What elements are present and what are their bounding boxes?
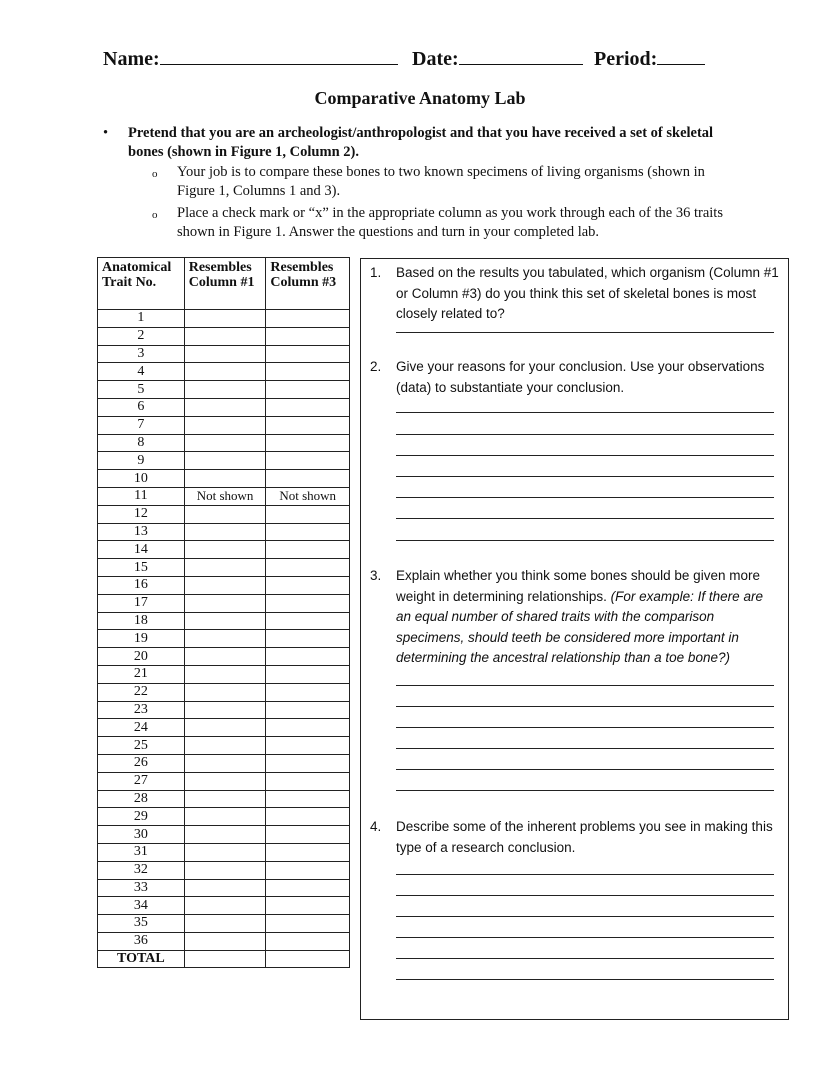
instruction-sub-2: Place a check mark or “x” in the appropriate column as you work through each of the 36 traits shown in Figure 1. Answer the questions and turn in your completed lab. <box>177 205 723 240</box>
column-1-cell[interactable] <box>184 861 266 879</box>
table-row <box>98 398 350 416</box>
trait-number: 23 <box>98 701 185 719</box>
column-1-cell[interactable] <box>184 790 266 808</box>
question-4 <box>370 817 780 858</box>
trait-number: 24 <box>98 719 185 737</box>
question-number: 2. <box>370 359 382 374</box>
table-row <box>98 559 350 577</box>
trait-number: 34 <box>98 897 185 915</box>
column-1-cell[interactable] <box>184 737 266 755</box>
trait-number: 14 <box>98 541 185 559</box>
column-3-cell[interactable] <box>266 434 350 452</box>
answer-line[interactable] <box>396 332 774 333</box>
table-row <box>98 363 350 381</box>
trait-number: 10 <box>98 470 185 488</box>
table-row <box>98 505 350 523</box>
trait-number: 20 <box>98 648 185 666</box>
trait-number: 22 <box>98 683 185 701</box>
trait-number: 17 <box>98 594 185 612</box>
table-row <box>98 594 350 612</box>
column-3-cell[interactable] <box>266 772 350 790</box>
column-3-cell[interactable] <box>266 648 350 666</box>
answer-line[interactable] <box>396 540 774 541</box>
column-1-cell[interactable] <box>184 434 266 452</box>
answer-line[interactable] <box>396 916 774 917</box>
table-row <box>98 434 350 452</box>
column-1-cell[interactable] <box>184 879 266 897</box>
answer-line[interactable] <box>396 685 774 686</box>
answer-line[interactable] <box>396 706 774 707</box>
question-3 <box>370 566 780 669</box>
table-row <box>98 523 350 541</box>
trait-number: 32 <box>98 861 185 879</box>
question-text: Explain whether you think some bones should be given more weight in determining relationships. <box>396 568 760 604</box>
column-1-cell[interactable] <box>184 576 266 594</box>
question-1 <box>370 263 780 325</box>
name-label: Name: <box>103 48 160 70</box>
table-row <box>98 897 350 915</box>
column-3-cell[interactable] <box>266 576 350 594</box>
column-3-cell[interactable] <box>266 345 350 363</box>
date-field[interactable] <box>412 46 583 71</box>
column-3-cell[interactable] <box>266 915 350 933</box>
trait-number: 3 <box>98 345 185 363</box>
column-3-cell[interactable] <box>266 505 350 523</box>
header-trait-no: Anatomical Trait No. <box>98 258 185 310</box>
question-text: Describe some of the inherent problems you see in making this type of a research conclusion. <box>396 819 773 855</box>
table-row <box>98 932 350 950</box>
question-text: Give your reasons for your conclusion. Use your observations (data) to substantiate your conclusion. <box>396 359 765 395</box>
table-row <box>98 754 350 772</box>
total-label: TOTAL <box>98 950 185 968</box>
column-3-cell[interactable] <box>266 310 350 328</box>
trait-number: 26 <box>98 754 185 772</box>
header-column-1: Resembles Column #1 <box>184 258 266 310</box>
trait-number: 1 <box>98 310 185 328</box>
column-1-cell[interactable] <box>184 826 266 844</box>
column-3-cell[interactable] <box>266 594 350 612</box>
column-1-cell[interactable] <box>184 612 266 630</box>
table-row <box>98 612 350 630</box>
answer-line[interactable] <box>396 727 774 728</box>
answer-line[interactable] <box>396 455 774 456</box>
table-row <box>98 701 350 719</box>
column-1-cell[interactable] <box>184 772 266 790</box>
table-row <box>98 683 350 701</box>
sub-bullet-icon: o <box>152 168 158 180</box>
column-1-cell[interactable] <box>184 470 266 488</box>
table-row <box>98 630 350 648</box>
trait-number: 35 <box>98 915 185 933</box>
table-row <box>98 327 350 345</box>
column-1-cell[interactable] <box>184 630 266 648</box>
column-1-cell[interactable] <box>184 398 266 416</box>
trait-number: 36 <box>98 932 185 950</box>
column-1-cell[interactable] <box>184 541 266 559</box>
column-1-cell[interactable] <box>184 381 266 399</box>
table-row <box>98 879 350 897</box>
column-3-cell[interactable] <box>266 416 350 434</box>
question-2 <box>370 357 780 398</box>
column-3-cell[interactable] <box>266 701 350 719</box>
column-1-cell[interactable] <box>184 523 266 541</box>
column-1-cell[interactable] <box>184 594 266 612</box>
column-3-cell[interactable] <box>266 363 350 381</box>
answer-line[interactable] <box>396 958 774 959</box>
question-text: Based on the results you tabulated, which organism (Column #1 or Column #3) do you think this set of skeletal bones is most closely related to? <box>396 265 779 321</box>
trait-number: 2 <box>98 327 185 345</box>
table-row <box>98 310 350 328</box>
trait-number: 15 <box>98 559 185 577</box>
column-3-cell[interactable] <box>266 630 350 648</box>
question-number: 3. <box>370 568 382 583</box>
trait-number: 28 <box>98 790 185 808</box>
answer-line[interactable] <box>396 434 774 435</box>
table-row <box>98 470 350 488</box>
table-row <box>98 487 350 505</box>
column-1-cell[interactable] <box>184 897 266 915</box>
table-row <box>98 843 350 861</box>
column-1-cell[interactable] <box>184 363 266 381</box>
answer-line[interactable] <box>396 979 774 980</box>
trait-number: 12 <box>98 505 185 523</box>
table-row <box>98 452 350 470</box>
question-number: 4. <box>370 819 382 834</box>
trait-number: 27 <box>98 772 185 790</box>
answer-line[interactable] <box>396 790 774 791</box>
column-1-cell[interactable]: Not shown <box>184 487 266 505</box>
trait-number: 21 <box>98 665 185 683</box>
answer-line[interactable] <box>396 937 774 938</box>
date-label: Date: <box>412 48 459 70</box>
table-row <box>98 808 350 826</box>
table-row <box>98 648 350 666</box>
table-row <box>98 737 350 755</box>
table-row <box>98 381 350 399</box>
table-row <box>98 790 350 808</box>
trait-number: 31 <box>98 843 185 861</box>
table-row <box>98 576 350 594</box>
trait-number: 16 <box>98 576 185 594</box>
column-3-cell[interactable] <box>266 523 350 541</box>
column-1-cell[interactable] <box>184 719 266 737</box>
column-3-cell[interactable]: Not shown <box>266 487 350 505</box>
trait-number: 9 <box>98 452 185 470</box>
column-1-cell[interactable] <box>184 327 266 345</box>
table-row <box>98 416 350 434</box>
column-3-cell[interactable] <box>266 843 350 861</box>
column-3-cell[interactable] <box>266 932 350 950</box>
question-number: 1. <box>370 265 382 280</box>
table-row <box>98 861 350 879</box>
name-field[interactable] <box>103 46 398 71</box>
trait-number: 29 <box>98 808 185 826</box>
column-3-cell[interactable] <box>266 665 350 683</box>
page-title: Comparative Anatomy Lab <box>314 88 526 108</box>
trait-number: 33 <box>98 879 185 897</box>
table-row <box>98 915 350 933</box>
column-3-cell[interactable] <box>266 897 350 915</box>
bullet-icon: • <box>103 125 109 141</box>
column-3-cell[interactable] <box>266 683 350 701</box>
column-3-cell[interactable] <box>266 452 350 470</box>
column-3-cell[interactable] <box>266 826 350 844</box>
traits-table <box>97 257 350 968</box>
column-1-cell[interactable] <box>184 648 266 666</box>
column-3-cell[interactable] <box>266 737 350 755</box>
column-1-cell[interactable] <box>184 701 266 719</box>
table-row <box>98 772 350 790</box>
table-row <box>98 665 350 683</box>
sub-bullet-icon: o <box>152 209 158 221</box>
answer-line[interactable] <box>396 895 774 896</box>
period-field[interactable] <box>594 46 705 71</box>
total-column-3[interactable] <box>266 950 350 968</box>
instruction-sub-1: Your job is to compare these bones to two known specimens of living organisms (shown in Figure 1, Columns 1 and 3). <box>177 164 705 199</box>
header-column-3: Resembles Column #3 <box>266 258 350 310</box>
question-example: (For example: If there are an equal number of shared traits with the comparison specimens, should teeth be considered more important in determining the ancestral relationship than a toe bone?) <box>396 588 763 665</box>
trait-number: 18 <box>98 612 185 630</box>
column-1-cell[interactable] <box>184 843 266 861</box>
column-3-cell[interactable] <box>266 559 350 577</box>
column-3-cell[interactable] <box>266 612 350 630</box>
table-row <box>98 826 350 844</box>
column-3-cell[interactable] <box>266 541 350 559</box>
column-1-cell[interactable] <box>184 754 266 772</box>
trait-number: 19 <box>98 630 185 648</box>
column-3-cell[interactable] <box>266 861 350 879</box>
column-3-cell[interactable] <box>266 381 350 399</box>
column-3-cell[interactable] <box>266 808 350 826</box>
column-1-cell[interactable] <box>184 416 266 434</box>
column-1-cell[interactable] <box>184 559 266 577</box>
trait-number: 30 <box>98 826 185 844</box>
period-label: Period: <box>594 48 658 70</box>
answer-line[interactable] <box>396 476 774 477</box>
table-row <box>98 541 350 559</box>
trait-number: 8 <box>98 434 185 452</box>
total-column-1[interactable] <box>184 950 266 968</box>
column-1-cell[interactable] <box>184 310 266 328</box>
instruction-main: Pretend that you are an archeologist/anthropologist and that you have received a set of skeletal bones (shown in Figure 1, Column 2). <box>128 125 714 160</box>
answer-line[interactable] <box>396 769 774 770</box>
column-3-cell[interactable] <box>266 327 350 345</box>
column-1-cell[interactable] <box>184 808 266 826</box>
trait-number: 7 <box>98 416 185 434</box>
column-3-cell[interactable] <box>266 790 350 808</box>
column-1-cell[interactable] <box>184 452 266 470</box>
answer-line[interactable] <box>396 748 774 749</box>
table-row <box>98 719 350 737</box>
column-1-cell[interactable] <box>184 683 266 701</box>
answer-line[interactable] <box>396 497 774 498</box>
column-3-cell[interactable] <box>266 470 350 488</box>
column-3-cell[interactable] <box>266 879 350 897</box>
table-row <box>98 345 350 363</box>
column-1-cell[interactable] <box>184 915 266 933</box>
column-1-cell[interactable] <box>184 932 266 950</box>
answer-line[interactable] <box>396 874 774 875</box>
column-1-cell[interactable] <box>184 345 266 363</box>
trait-number: 5 <box>98 381 185 399</box>
column-1-cell[interactable] <box>184 505 266 523</box>
column-1-cell[interactable] <box>184 665 266 683</box>
answer-line[interactable] <box>396 412 774 413</box>
trait-number: 6 <box>98 398 185 416</box>
column-3-cell[interactable] <box>266 754 350 772</box>
trait-number: 11 <box>98 487 185 505</box>
column-3-cell[interactable] <box>266 719 350 737</box>
trait-number: 4 <box>98 363 185 381</box>
trait-number: 13 <box>98 523 185 541</box>
trait-number: 25 <box>98 737 185 755</box>
column-3-cell[interactable] <box>266 398 350 416</box>
answer-line[interactable] <box>396 518 774 519</box>
